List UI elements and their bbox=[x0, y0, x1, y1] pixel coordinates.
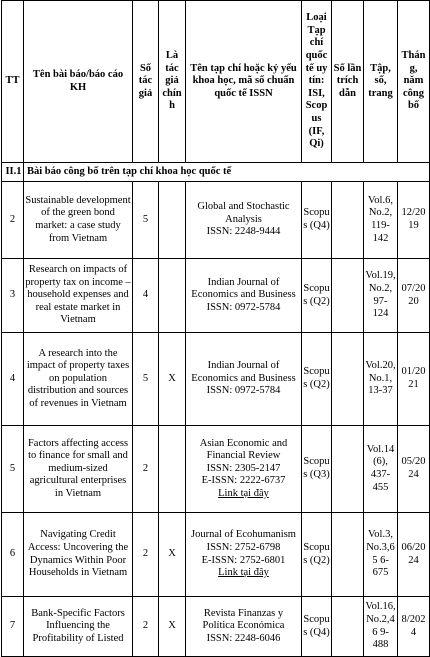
header-volume: Tập, số, trang bbox=[364, 1, 398, 163]
row-main-author: X bbox=[159, 333, 186, 426]
row-index: Scopus (Q2) bbox=[302, 333, 332, 426]
table-row bbox=[2, 597, 430, 657]
table-row bbox=[2, 333, 430, 426]
row-volume: Vol.20, No.1, 13-37 bbox=[364, 333, 398, 426]
journal-line: Asian Economic and Financial Review bbox=[199, 437, 288, 462]
header-title: Tên bài báo/báo cáo KH bbox=[24, 1, 133, 163]
header-citations: Số lần trích dẫn bbox=[332, 1, 364, 163]
table-row bbox=[2, 513, 430, 597]
row-main-author: X bbox=[159, 597, 186, 657]
row-journal bbox=[186, 259, 302, 333]
row-title: Sustainable development of the green bond market: a case study from Vietnam bbox=[24, 182, 133, 259]
journal-line: ISSN: 0972-5784 bbox=[206, 301, 281, 313]
row-journal bbox=[186, 513, 302, 597]
row-index: Scopus (Q2) bbox=[302, 259, 332, 333]
journal-line: E-ISSN: 2222-6737 bbox=[201, 475, 286, 487]
journal-link[interactable]: Link tại đây bbox=[218, 567, 269, 579]
journal-line: Global and Stochastic Analysis bbox=[197, 201, 290, 225]
row-index: Scopus (Q3) bbox=[302, 426, 332, 513]
section-row bbox=[2, 163, 430, 182]
row-tt: 4 bbox=[2, 333, 24, 426]
row-journal bbox=[186, 426, 302, 513]
row-citations bbox=[332, 259, 364, 333]
row-volume: Vol.16, No.2,46 9-488 bbox=[364, 597, 398, 657]
row-citations bbox=[332, 513, 364, 597]
row-volume: Vol.3, No.3,65 6-675 bbox=[364, 513, 398, 597]
row-index: Scopus (Q4) bbox=[302, 597, 332, 657]
journal-line: Indian Journal of Economics and Business bbox=[191, 276, 296, 301]
header-row bbox=[2, 1, 430, 163]
row-index: Scopus (Q4) bbox=[302, 182, 332, 259]
row-date: 06/2024 bbox=[398, 513, 430, 597]
row-title: Research on impacts of property tax on income – household expenses and real estate market in Vietnam bbox=[24, 259, 133, 333]
publications-table bbox=[1, 0, 430, 657]
header-authors: Số tác giả bbox=[133, 1, 159, 163]
row-authors: 5 bbox=[133, 333, 159, 426]
row-title: Navigating Credit Access: Uncovering the Dynamics Within Poor Households in Vietnam bbox=[24, 513, 133, 597]
row-authors: 2 bbox=[133, 597, 159, 657]
table-row bbox=[2, 182, 430, 259]
row-tt: 5 bbox=[2, 426, 24, 513]
row-date: 07/2020 bbox=[398, 259, 430, 333]
row-citations bbox=[332, 182, 364, 259]
row-tt: 7 bbox=[2, 597, 24, 657]
journal-line: ISSN: 2248-6046 bbox=[206, 632, 281, 644]
row-main-author bbox=[159, 426, 186, 513]
row-citations bbox=[332, 333, 364, 426]
journal-line: Revista Finanzas y Política Económica bbox=[202, 607, 285, 632]
journal-line: Indian Journal of Economics and Business bbox=[191, 360, 296, 384]
row-citations bbox=[332, 597, 364, 657]
row-tt: 6 bbox=[2, 513, 24, 597]
header-main-author: Là tác giả chính bbox=[159, 1, 186, 163]
row-tt: 3 bbox=[2, 259, 24, 333]
row-authors: 5 bbox=[133, 182, 159, 259]
table-row bbox=[2, 426, 430, 513]
journal-line: ISSN: 2305-2147 bbox=[206, 462, 281, 474]
row-volume: Vol.14 (6), 437-455 bbox=[364, 426, 398, 513]
journal-line: Journal of Ecohumanism bbox=[191, 529, 296, 541]
row-date: 8/2024 bbox=[398, 597, 430, 657]
row-authors: 4 bbox=[133, 259, 159, 333]
journal-line: ISSN: 2752-6798 bbox=[206, 541, 281, 553]
row-main-author bbox=[159, 259, 186, 333]
header-tt: TT bbox=[2, 1, 24, 163]
row-date: 12/2019 bbox=[398, 182, 430, 259]
section-number: II.1 bbox=[2, 163, 24, 182]
row-main-author bbox=[159, 182, 186, 259]
row-title: Factors affecting access to finance for small and medium-sized agricultural enterprises in Vietnam bbox=[24, 426, 133, 513]
row-tt: 2 bbox=[2, 182, 24, 259]
table-row bbox=[2, 259, 430, 333]
row-volume: Vol.19, No.2, 97- 124 bbox=[364, 259, 398, 333]
row-authors: 2 bbox=[133, 513, 159, 597]
row-journal bbox=[186, 597, 302, 657]
journal-line: E-ISSN: 2752-6801 bbox=[201, 554, 286, 566]
journal-line: ISSN: 2248-9444 bbox=[206, 226, 281, 238]
journal-line: ISSN: 0972-5784 bbox=[206, 385, 281, 397]
row-main-author: X bbox=[159, 513, 186, 597]
row-authors: 2 bbox=[133, 426, 159, 513]
journal-link[interactable]: Link tại đây bbox=[218, 487, 269, 499]
row-title: A research into the impact of property taxes on population distribution and sources of revenues in Vietnam bbox=[24, 333, 133, 426]
row-volume: Vol.6, No.2, 119-142 bbox=[364, 182, 398, 259]
header-date: Tháng, năm công bố bbox=[398, 1, 430, 163]
row-title: Bank-Specific Factors Influencing the Profitability of Listed bbox=[24, 597, 133, 657]
row-date: 05/2024 bbox=[398, 426, 430, 513]
row-index: Scopus (Q2) bbox=[302, 513, 332, 597]
row-citations bbox=[332, 426, 364, 513]
row-date: 01/2021 bbox=[398, 333, 430, 426]
header-index: Loại Tạp chí quốc tế uy tín: ISI, Scopus (IF, Qi) bbox=[302, 1, 332, 163]
row-journal bbox=[186, 333, 302, 426]
header-journal: Tên tạp chí hoặc kỷ yếu khoa học, mã số chuẩn quốc tế ISSN bbox=[186, 1, 302, 163]
row-journal bbox=[186, 182, 302, 259]
section-title: Bài báo công bố trên tạp chí khoa học quốc tế bbox=[24, 163, 430, 182]
